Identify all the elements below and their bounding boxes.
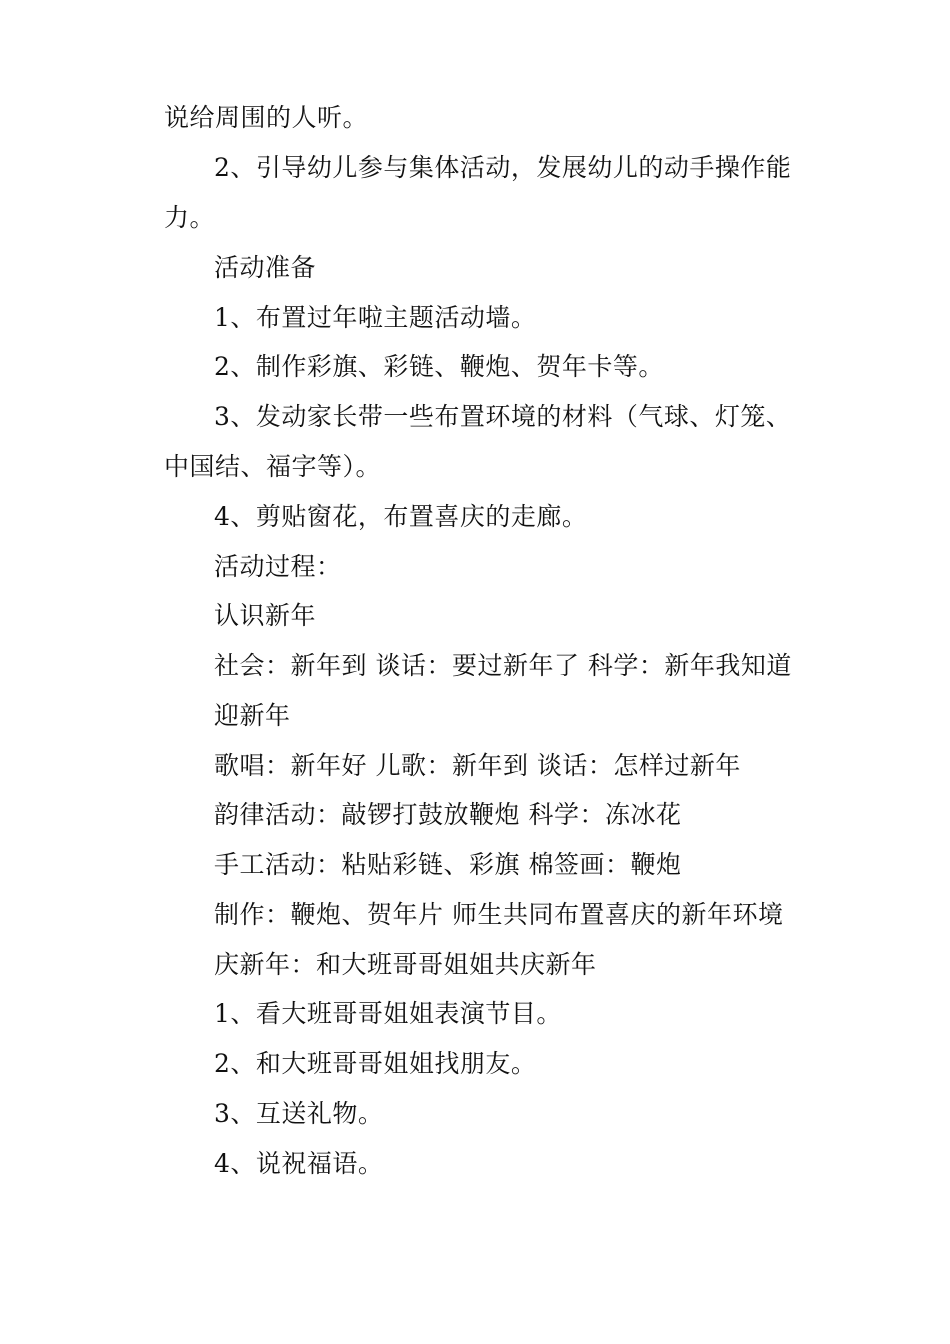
subsection-heading: 迎新年 (214, 701, 291, 730)
section-heading: 活动过程： (214, 552, 342, 581)
text-line: 社会：新年到 谈话：要过新年了 科学：新年我知道 (214, 651, 792, 680)
list-item: 1、布置过年啦主题活动墙。 (214, 303, 537, 332)
list-item: 2、制作彩旗、彩链、鞭炮、贺年卡等。 (214, 352, 664, 381)
text-line: 说给周围的人听。 (164, 103, 369, 132)
text-line: 力。 (164, 203, 216, 232)
text-line: 手工活动：粘贴彩链、彩旗 棉签画：鞭炮 (214, 850, 682, 879)
text-line: 2、引导幼儿参与集体活动，发展幼儿的动手操作能 (214, 153, 792, 182)
list-item: 4、剪贴窗花，布置喜庆的走廊。 (214, 502, 588, 531)
list-item: 3、发动家长带一些布置环境的材料（气球、灯笼、 (214, 402, 792, 431)
text-line: 中国结、福字等）。 (164, 452, 382, 481)
list-item: 4、说祝福语。 (214, 1149, 384, 1178)
text-line: 韵律活动：敲锣打鼓放鞭炮 科学：冻冰花 (214, 800, 682, 829)
list-item: 3、互送礼物。 (214, 1099, 384, 1128)
subsection-heading: 庆新年：和大班哥哥姐姐共庆新年 (214, 950, 597, 979)
subsection-heading: 认识新年 (214, 601, 317, 630)
list-item: 1、看大班哥哥姐姐表演节目。 (214, 999, 562, 1028)
section-heading: 活动准备 (214, 253, 317, 282)
text-line: 歌唱：新年好 儿歌：新年到 谈话：怎样过新年 (214, 751, 741, 780)
list-item: 2、和大班哥哥姐姐找朋友。 (214, 1049, 537, 1078)
text-line: 制作：鞭炮、贺年片 师生共同布置喜庆的新年环境 (214, 900, 784, 929)
